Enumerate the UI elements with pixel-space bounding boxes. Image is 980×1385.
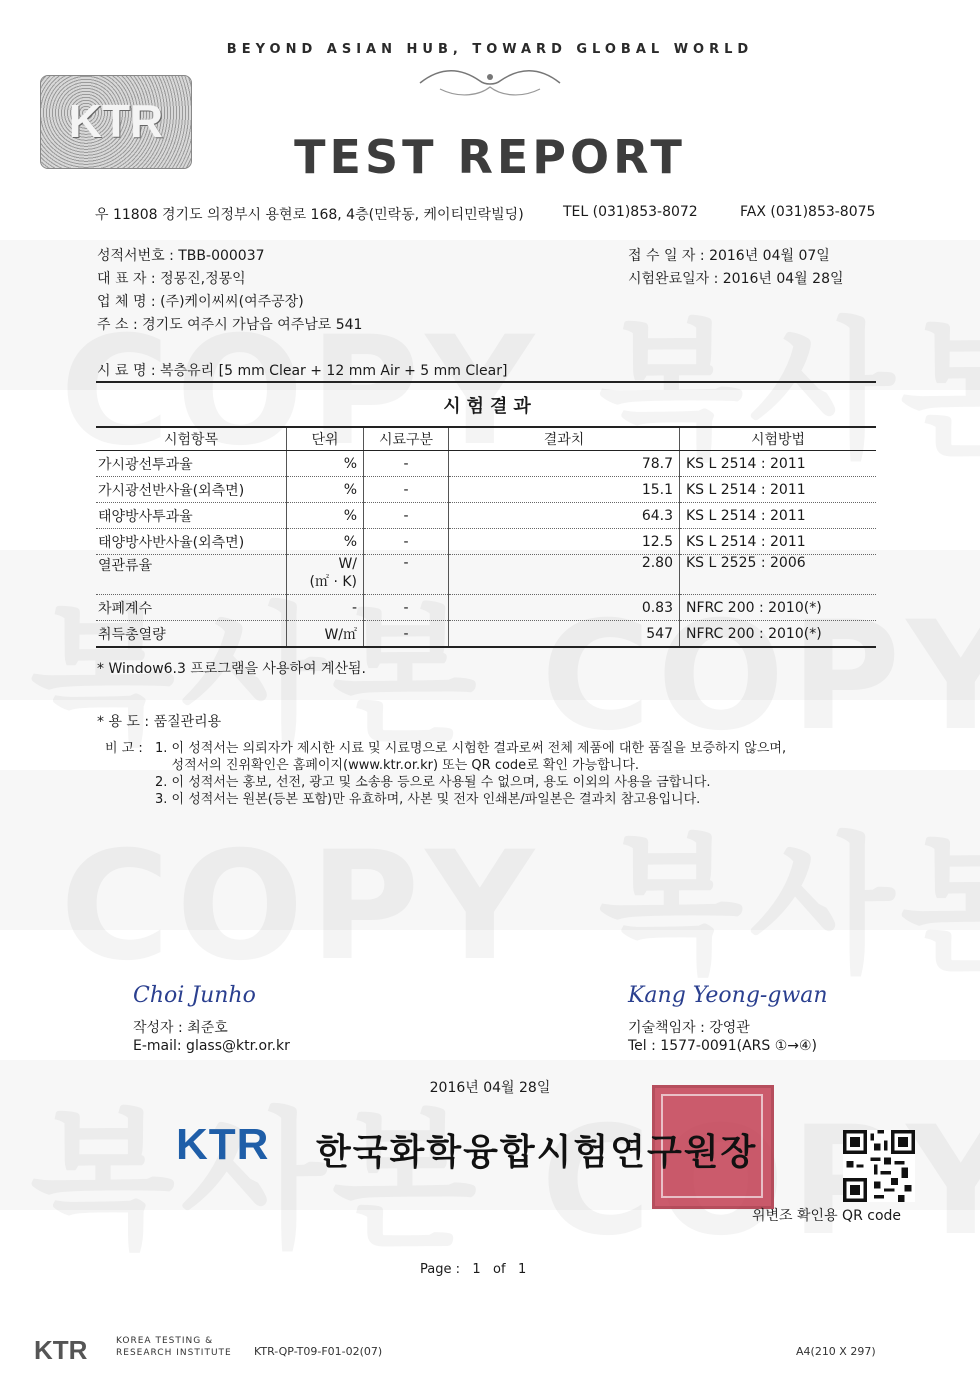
tagline: BEYOND ASIAN HUB, TOWARD GLOBAL WORLD: [226, 42, 754, 57]
page-number: Page : 1 of 1: [420, 1262, 527, 1277]
remarks-label: 비 고 :: [105, 741, 143, 756]
header-item: 시험항목: [96, 427, 287, 451]
cell-class: -: [364, 529, 449, 555]
logo-text: KTR: [68, 95, 164, 147]
qr-caption: 위변조 확인용 QR code: [752, 1208, 902, 1224]
cell-value: 64.3: [449, 503, 680, 529]
author-email: E-mail: glass@ktr.or.kr: [133, 1038, 290, 1054]
cell-method: KS L 2514 : 2011: [680, 451, 877, 477]
table-row: [96, 451, 876, 477]
completed-label: 시험완료일자 :: [628, 271, 719, 287]
cell-method: KS L 2514 : 2011: [680, 503, 877, 529]
cell-value: 15.1: [449, 477, 680, 503]
divider: [96, 381, 876, 383]
tech-signature: Kang Yeong-gwan: [628, 983, 828, 1008]
table-row: [96, 477, 876, 503]
remark-item: 성적서의 진위확인은 홈페이지(www.ktr.or.kr) 또는 QR code로 확인 가능합니다.: [155, 758, 640, 773]
results-table: [96, 426, 876, 648]
cell-item: 태양방사반사율(외측면): [96, 529, 287, 555]
tech-label: 기술책임자 : 강영관: [628, 1020, 750, 1036]
completed-value: 2016년 04월 28일: [722, 271, 844, 287]
lab-tel: TEL (031)853-8072: [563, 204, 698, 220]
received-value: 2016년 04월 07일: [709, 248, 830, 264]
rep-row: [97, 268, 246, 288]
rep-label: 대 표 자 :: [97, 271, 156, 287]
cell-unit: W/㎡: [287, 621, 364, 648]
footer-ktr-line1: KOREA TESTING &: [116, 1336, 214, 1346]
report-no-value: TBB-000037: [178, 248, 265, 264]
cell-value: 2.80: [449, 555, 680, 595]
footer-ktr-line2: RESEARCH INSTITUTE: [116, 1348, 232, 1358]
cell-method: KS L 2525 : 2006: [680, 555, 877, 595]
cell-item: 가시광선반사율(외측면): [96, 477, 287, 503]
cell-unit: %: [287, 451, 364, 477]
cell-value: 547: [449, 621, 680, 648]
cell-class: -: [364, 621, 449, 648]
cell-value: 12.5: [449, 529, 680, 555]
tech-block: [628, 1019, 817, 1055]
report-no-row: [97, 245, 265, 265]
cell-method: KS L 2514 : 2011: [680, 477, 877, 503]
cell-item: 취득총열량: [96, 621, 287, 648]
cell-item: 태양방사투과율: [96, 503, 287, 529]
ornament-icon: [410, 65, 570, 101]
cell-class: -: [364, 555, 449, 595]
table-row: [96, 555, 876, 595]
lab-address: 우 11808 경기도 의정부시 용현로 168, 4층(민락동, 케이티민락빌딩): [95, 207, 524, 223]
cell-item: 가시광선투과율: [96, 451, 287, 477]
watermark-text: [60, 785, 980, 1001]
cell-value: 0.83: [449, 595, 680, 621]
sample-value: 복층유리 [5 mm Clear + 12 mm Air + 5 mm Clear]: [160, 363, 508, 379]
table-header-row: [96, 427, 876, 451]
cell-method: NFRC 200 : 2010(*): [680, 595, 877, 621]
form-code: KTR-QP-T09-F01-02(07): [254, 1345, 383, 1358]
remark-item: 2. 이 성적서는 홍보, 선전, 광고 및 소송용 등으로 사용될 수 없으며, 용도 이외의 사용을 금합니다.: [155, 775, 711, 790]
address-label: 주 소 :: [97, 317, 138, 333]
org-name: 한국화학융합시험연구원장: [316, 1132, 758, 1173]
cell-unit: %: [287, 477, 364, 503]
cell-class: -: [364, 451, 449, 477]
cell-class: -: [364, 477, 449, 503]
cell-item: 차폐계수: [96, 595, 287, 621]
cell-method: NFRC 200 : 2010(*): [680, 621, 877, 648]
lab-fax: FAX (031)853-8075: [740, 204, 876, 220]
company-label: 업 체 명 :: [97, 294, 156, 310]
page-title: TEST REPORT: [294, 130, 686, 184]
remarks: [105, 740, 786, 808]
cell-unit: -: [287, 595, 364, 621]
header-unit: 단위: [287, 427, 364, 451]
table-footnote: * Window6.3 프로그램을 사용하여 계산됨.: [97, 661, 367, 677]
header-method: 시험방법: [680, 427, 877, 451]
rep-value: 정몽진,정몽익: [160, 271, 246, 287]
unit-line2: (㎡ · K): [309, 574, 357, 590]
cell-unit: %: [287, 503, 364, 529]
cell-item: 열관류율: [96, 555, 287, 595]
author-label: 작성자 : 최준호: [133, 1020, 228, 1036]
footer-ktr-name: [116, 1335, 232, 1359]
received-row: [628, 245, 830, 265]
cell-unit: [287, 555, 364, 595]
footer-ktr-logo: KTR: [34, 1335, 88, 1365]
sample-row: [97, 360, 507, 380]
remark-item: 3. 이 성적서는 원본(등본 포함)만 유효하며, 사본 및 전자 인쇄본/파일본은 결과치 참고용입니다.: [155, 792, 701, 807]
ktr-logo: KTR: [176, 1120, 270, 1169]
remark-item: 1. 이 성적서는 의뢰자가 제시한 시료 및 시료명으로 시험한 결과로써 전체 제품에 대한 품질을 보증하지 않으며,: [155, 741, 787, 756]
cell-unit: %: [287, 529, 364, 555]
cell-class: -: [364, 595, 449, 621]
results-title: 시험결과: [443, 396, 537, 417]
company-row: [97, 291, 304, 311]
header-value: 결과치: [449, 427, 680, 451]
address-row: [97, 314, 362, 334]
completed-row: [628, 268, 844, 288]
header-class: 시료구분: [364, 427, 449, 451]
table-row: [96, 503, 876, 529]
issue-date: 2016년 04월 28일: [429, 1080, 551, 1096]
tech-tel: Tel : 1577-0091(ARS ①→④): [628, 1038, 817, 1054]
table-row: [96, 621, 876, 648]
author-signature: Choi Junho: [133, 983, 256, 1008]
author-block: [133, 1019, 290, 1055]
address-value: 경기도 여주시 가남읍 여주남로 541: [142, 317, 363, 333]
company-value: (주)케이씨씨(여주공장): [160, 294, 304, 310]
purpose: * 용 도 : 품질관리용: [97, 714, 222, 730]
unit-line1: W/: [338, 556, 357, 572]
qr-code-icon: [843, 1130, 915, 1202]
report-no-label: 성적서번호 :: [97, 248, 174, 264]
cell-method: KS L 2514 : 2011: [680, 529, 877, 555]
received-label: 접 수 일 자 :: [628, 248, 705, 264]
table-row: [96, 595, 876, 621]
table-row: [96, 529, 876, 555]
cell-value: 78.7: [449, 451, 680, 477]
sample-label: 시 료 명 :: [97, 363, 156, 379]
cell-class: -: [364, 503, 449, 529]
paper-size: A4(210 X 297): [796, 1345, 876, 1358]
